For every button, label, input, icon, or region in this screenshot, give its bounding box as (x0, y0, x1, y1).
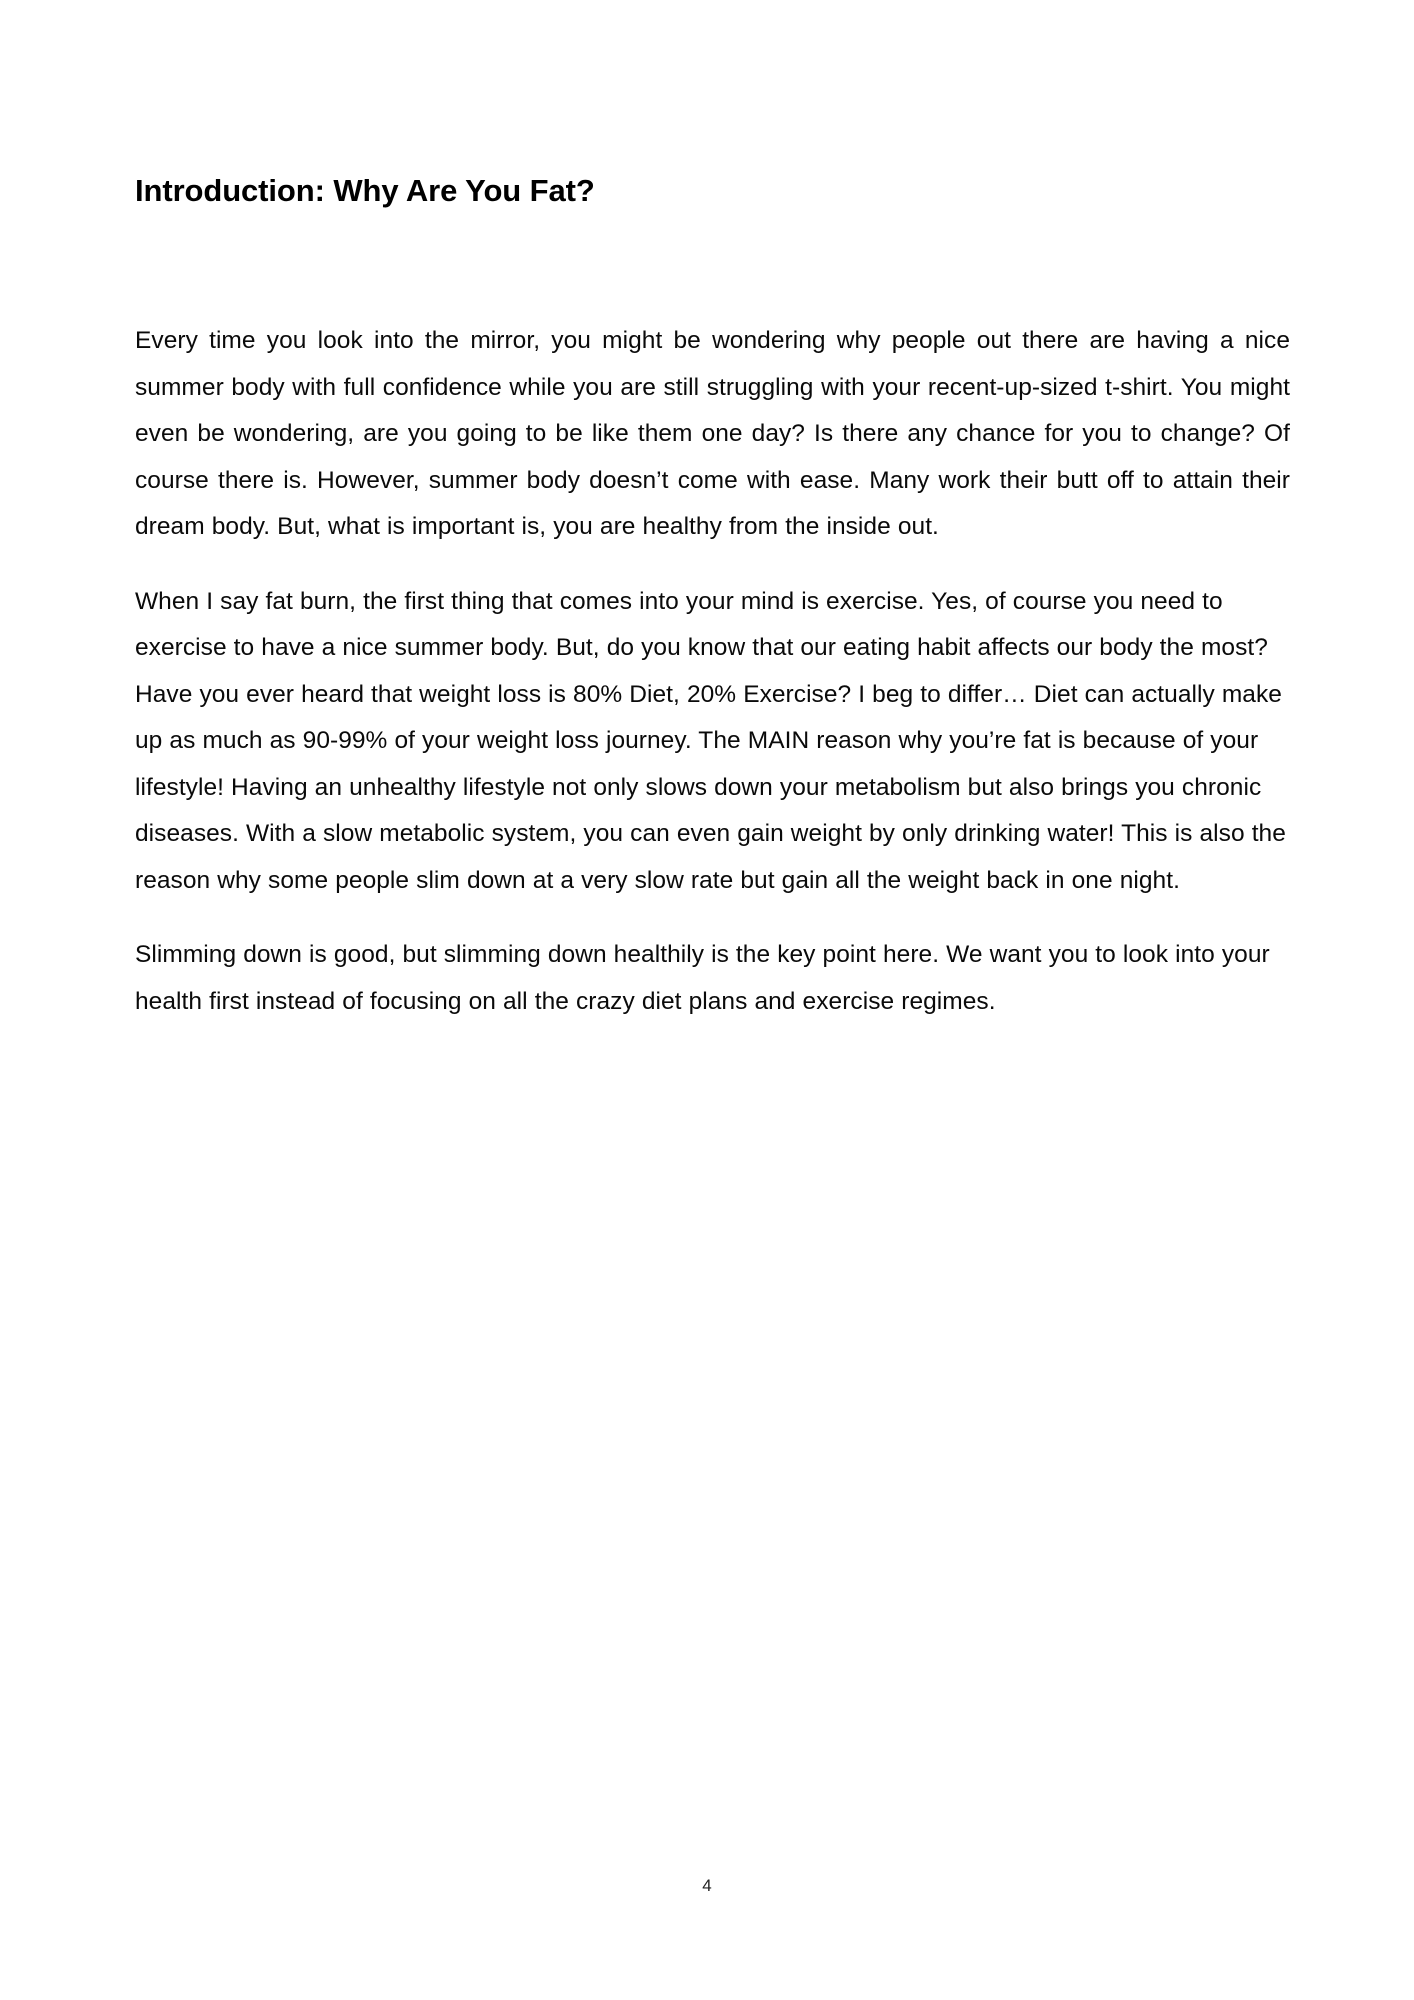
paragraph-1: Every time you look into the mirror, you might be wondering why people out there are having a nice summer body with full confidence while you are still struggling with your recent-up-sized t-shirt. You might even be wondering, are you going to be like them one day? Is there any chance for you to change? Of course there is. However, summer body doesn’t come with ease. Many work their butt off to attain their dream body. But, what is important is, you are healthy from the inside out. (135, 327, 1290, 540)
paragraph-3: Slimming down is good, but slimming down healthily is the key point here. We want you to look into your health first instead of focusing on all the crazy diet plans and exercise regimes. (135, 941, 1270, 1015)
body-text-block (135, 318, 1290, 1051)
page-title: Introduction: Why Are You Fat? (135, 173, 595, 208)
paragraph-2: When I say fat burn, the first thing that comes into your mind is exercise. Yes, of course you need to exercise to have a nice summer body. But, do you know that our eating habit affects our body the most? Have you ever heard that weight loss is 80% Diet, 20% Exercise? I beg to differ… Diet can actually make up as much as 90-99% of your weight loss journey. The MAIN reason why you’re fat is because of your lifestyle! Having an unhealthy lifestyle not only slows down your metabolism but also brings you chronic diseases. With a slow metabolic system, you can even gain weight by only drinking water! This is also the reason why some people slim down at a very slow rate but gain all the weight back in one night. (135, 587, 1286, 894)
page-number-footer: 4 (702, 1876, 712, 1895)
